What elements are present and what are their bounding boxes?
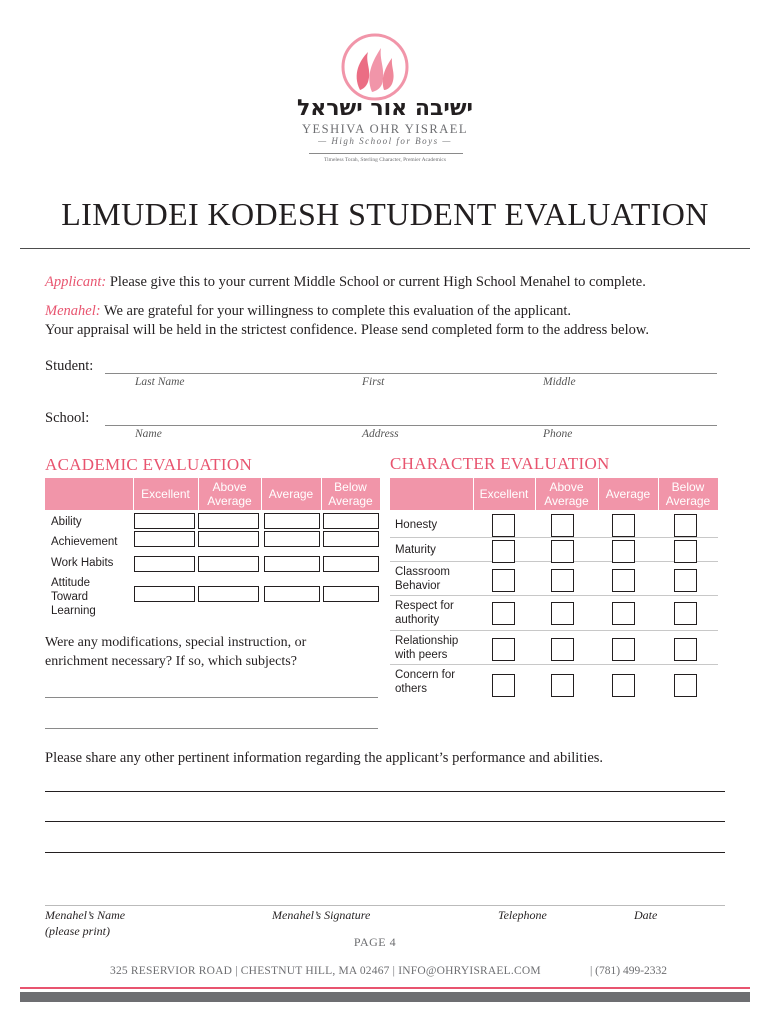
- title-divider: [20, 248, 750, 249]
- academic-col-above-average: [198, 480, 261, 508]
- last-name-label: Last Name: [135, 376, 185, 388]
- character-row-maturity: Maturity: [395, 544, 436, 556]
- character-col-below-average-label: Below Average: [665, 480, 711, 508]
- character-row-classroom-behavior: Classroom Behavior: [395, 566, 450, 592]
- menahel-name-label: Menahel’s Name: [45, 908, 126, 922]
- attitude-excellent-box[interactable]: [134, 586, 195, 602]
- academic-col-average: Average: [268, 487, 314, 501]
- academic-row-attitude: Attitude Toward Learning: [51, 577, 96, 617]
- relationship-average-checkbox[interactable]: [612, 638, 635, 661]
- character-col-above-average: [535, 480, 598, 508]
- relationship-below-average-checkbox[interactable]: [674, 638, 697, 661]
- student-name-field[interactable]: [105, 373, 717, 374]
- school-address-label: Address: [362, 428, 399, 440]
- attitude-above-average-box[interactable]: [198, 586, 259, 602]
- maturity-below-average-checkbox[interactable]: [674, 540, 697, 563]
- date-label: Date: [634, 908, 658, 922]
- menahel-label: Menahel:: [45, 303, 101, 319]
- academic-row-work-habits: Work Habits: [51, 557, 114, 569]
- achievement-below-average-box[interactable]: [323, 531, 379, 547]
- achievement-average-box[interactable]: [264, 531, 320, 547]
- academic-col-excellent: Excellent: [141, 487, 190, 501]
- honesty-average-checkbox[interactable]: [612, 514, 635, 537]
- character-row-honesty: Honesty: [395, 519, 438, 531]
- classroom-average-checkbox[interactable]: [612, 569, 635, 592]
- character-heading: CHARACTER EVALUATION: [390, 454, 610, 473]
- academic-row-ability: Ability: [51, 516, 82, 528]
- tagline: Timeless Torah, Sterling Character, Premier Academics: [323, 157, 447, 163]
- modifications-answer-line-1[interactable]: [45, 697, 378, 698]
- work-habits-below-average-box[interactable]: [323, 556, 379, 572]
- please-print-label: (please print): [45, 924, 110, 938]
- middle-name-label: Middle: [543, 376, 576, 388]
- modifications-question: Were any modifications, special instruction, or enrichment necessary? If so, which subjects?: [45, 635, 307, 669]
- honesty-above-average-checkbox[interactable]: [551, 514, 574, 537]
- character-col-excellent: Excellent: [479, 487, 529, 501]
- maturity-average-checkbox[interactable]: [612, 540, 635, 563]
- character-row-relationship: Relationship with peers: [395, 635, 459, 661]
- maturity-above-average-checkbox[interactable]: [551, 540, 574, 563]
- classroom-below-average-checkbox[interactable]: [674, 569, 697, 592]
- footer-address: 325 RESERVIOR ROAD | CHESTNUT HILL, MA 02467 | INFO@OHRYISRAEL.COM: [110, 965, 541, 977]
- other-info-line-2[interactable]: [45, 821, 725, 822]
- attitude-below-average-box[interactable]: [323, 586, 379, 602]
- academic-header-band: [45, 478, 380, 510]
- concern-above-average-checkbox[interactable]: [551, 674, 574, 697]
- academic-col-below-average-label: Below Average: [328, 480, 373, 508]
- school-name-label: Name: [135, 428, 162, 440]
- achievement-above-average-box[interactable]: [198, 531, 259, 547]
- signature-line[interactable]: [45, 905, 725, 906]
- school-field[interactable]: [105, 425, 717, 426]
- classroom-excellent-checkbox[interactable]: [492, 569, 515, 592]
- respect-average-checkbox[interactable]: [612, 602, 635, 625]
- school-subtitle: — High School for Boys —: [318, 136, 452, 146]
- ability-above-average-box[interactable]: [198, 513, 259, 529]
- character-row-concern: Concern for others: [395, 669, 456, 695]
- other-info-line-1[interactable]: [45, 791, 725, 792]
- character-header-band: [390, 478, 718, 510]
- student-label: Student:: [45, 358, 94, 374]
- work-habits-above-average-box[interactable]: [198, 556, 259, 572]
- character-col-average: Average: [605, 487, 651, 501]
- other-info-line-3[interactable]: [45, 852, 725, 853]
- achievement-excellent-box[interactable]: [134, 531, 195, 547]
- work-habits-excellent-box[interactable]: [134, 556, 195, 572]
- respect-excellent-checkbox[interactable]: [492, 602, 515, 625]
- attitude-average-box[interactable]: [264, 586, 320, 602]
- footer-accent-bar: [20, 987, 750, 989]
- other-info-prompt: Please share any other pertinent information regarding the applicant’s performance and abilities.: [45, 750, 604, 766]
- row-divider: [390, 595, 718, 596]
- applicant-instruction: [45, 273, 745, 292]
- form-title: LIMUDEI KODESH STUDENT EVALUATION: [61, 196, 709, 232]
- menahel-text: We are grateful for your willingness to complete this evaluation of the applicant.: [100, 303, 572, 319]
- academic-col-above-average-label: Above Average: [207, 480, 252, 508]
- academic-row-achievement: Achievement: [51, 536, 118, 548]
- concern-excellent-checkbox[interactable]: [492, 674, 515, 697]
- respect-above-average-checkbox[interactable]: [551, 602, 574, 625]
- ability-average-box[interactable]: [264, 513, 320, 529]
- character-col-below-average: [658, 480, 718, 508]
- row-divider: [390, 630, 718, 631]
- concern-average-checkbox[interactable]: [612, 674, 635, 697]
- maturity-excellent-checkbox[interactable]: [492, 540, 515, 563]
- concern-below-average-checkbox[interactable]: [674, 674, 697, 697]
- applicant-text: Please give this to your current Middle School or current High School Menahel to complete.: [106, 274, 646, 290]
- tagline-divider: [309, 153, 463, 154]
- school-label: School:: [45, 410, 90, 426]
- relationship-above-average-checkbox[interactable]: [551, 638, 574, 661]
- honesty-excellent-checkbox[interactable]: [492, 514, 515, 537]
- menahel-instruction-2: Your appraisal will be held in the strictest confidence. Please send completed form to the address below.: [45, 322, 650, 338]
- academic-heading: ACADEMIC EVALUATION: [45, 455, 253, 474]
- school-phone-label: Phone: [543, 428, 573, 440]
- modifications-answer-line-2[interactable]: [45, 728, 378, 729]
- menahel-signature-label: Menahel’s Signature: [272, 908, 371, 922]
- work-habits-average-box[interactable]: [264, 556, 320, 572]
- ability-below-average-box[interactable]: [323, 513, 379, 529]
- row-divider: [390, 664, 718, 665]
- school-name: YESHIVA OHR YISRAEL: [301, 122, 468, 136]
- row-divider: [390, 537, 718, 538]
- applicant-label: Applicant:: [45, 274, 107, 290]
- honesty-below-average-checkbox[interactable]: [674, 514, 697, 537]
- first-name-label: First: [362, 376, 385, 388]
- footer-bar: [20, 992, 750, 1002]
- classroom-above-average-checkbox[interactable]: [551, 569, 574, 592]
- character-row-respect: Respect for authority: [395, 600, 454, 626]
- footer-phone: | (781) 499-2332: [590, 965, 668, 977]
- respect-below-average-checkbox[interactable]: [674, 602, 697, 625]
- relationship-excellent-checkbox[interactable]: [492, 638, 515, 661]
- character-col-above-average-label: Above Average: [544, 480, 589, 508]
- menahel-instruction: [45, 302, 745, 321]
- ability-excellent-box[interactable]: [134, 513, 195, 529]
- hebrew-school-name: ישיבה אור ישראל: [296, 96, 474, 121]
- telephone-label: Telephone: [498, 908, 547, 922]
- academic-col-below-average: [321, 480, 380, 508]
- page-number: PAGE 4: [353, 935, 397, 949]
